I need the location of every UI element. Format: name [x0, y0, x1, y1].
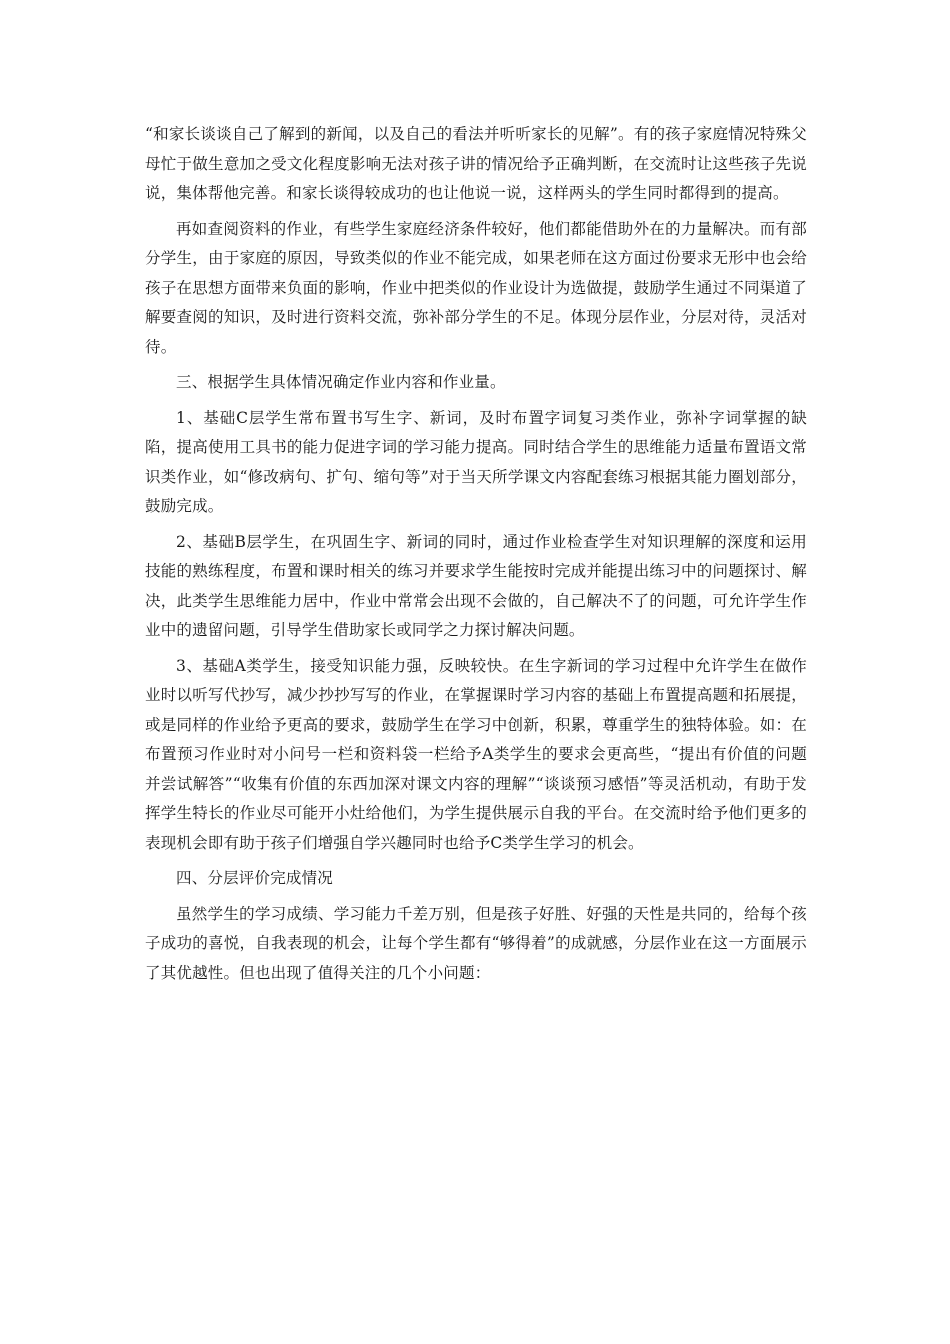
paragraph-2: 再如查阅资料的作业，有些学生家庭经济条件较好，他们都能借助外在的力量解决。而有部分学生，由于家庭的原因，导致类似的作业不能完成，如果老师在这方面过份要求无形中也会给孩子在思想方面带来负面的影响，作业中把类似的作业设计为选做提，鼓励学生通过不同渠道了解要查阅的知识，及时进行资料交流，弥补部分学生的不足。体现分层作业，分层对待，灵活对待。 — [145, 219, 807, 356]
paragraph-8: 虽然学生的学习成绩、学习能力千差万别，但是孩子好胜、好强的天性是共同的，给每个孩子成功的喜悦，自我表现的机会，让每个学生都有“够得着”的成就感，分层作业在这一方面展示了其优越性。但也出现了值得关注的几个小问题： — [145, 904, 807, 982]
paragraph-5: 2、基础B层学生，在巩固生字、新词的同时，通过作业检查学生对知识理解的深度和运用技能的熟练程度，布置和课时相关的练习并要求学生能按时完成并能提出练习中的问题探讨、解决，此类学生思维能力居中，作业中常常会出现不会做的，自己解决不了的问题，可允许学生作业中的遗留问题，引导学生借助家长或同学之力探讨解决问题。 — [145, 532, 807, 639]
paragraph-1: “和家长谈谈自己了解到的新闻，以及自己的看法并听听家长的见解”。有的孩子家庭情况特殊父母忙于做生意加之受文化程度影响无法对孩子讲的情况给予正确判断，在交流时让这些孩子先说说，集体帮他完善。和家长谈得较成功的也让他说一说，这样两头的学生同时都得到的提高。 — [145, 125, 807, 202]
section-heading-3: 三、根据学生具体情况确定作业内容和作业量。 — [176, 373, 506, 391]
document-page — [145, 120, 807, 994]
paragraph-6: 3、基础A类学生，接受知识能力强，反映较快。在生字新词的学习过程中允许学生在做作业时以听写代抄写，减少抄抄写写的作业，在掌握课时学习内容的基础上布置提高题和拓展提，或是同样的作业给予更高的要求，鼓励学生在学习中创新，积累，尊重学生的独特体验。如：在布置预习作业时对小问号一栏和资料袋一栏给予A类学生的要求会更高些，“提出有价值的问题并尝试解答”“收集有价值的东西加深对课文内容的理解”“谈谈预习感悟”等灵活机动，有助于发挥学生特长的作业尽可能开小灶给他们，为学生提供展示自我的平台。在交流时给予他们更多的表现机会即有助于孩子们增强自学兴趣同时也给予C类学生学习的机会。 — [145, 656, 807, 852]
paragraph-4: 1、基础C层学生常布置书写生字、新词，及时布置字词复习类作业，弥补字词掌握的缺陷，提高使用工具书的能力促进字词的学习能力提高。同时结合学生的思维能力适量布置语文常识类作业，如“修改病句、扩句、缩句等”对于当天所学课文内容配套练习根据其能力圈划部分，鼓励完成。 — [145, 408, 807, 515]
section-heading-4: 四、分层评价完成情况 — [176, 869, 334, 887]
